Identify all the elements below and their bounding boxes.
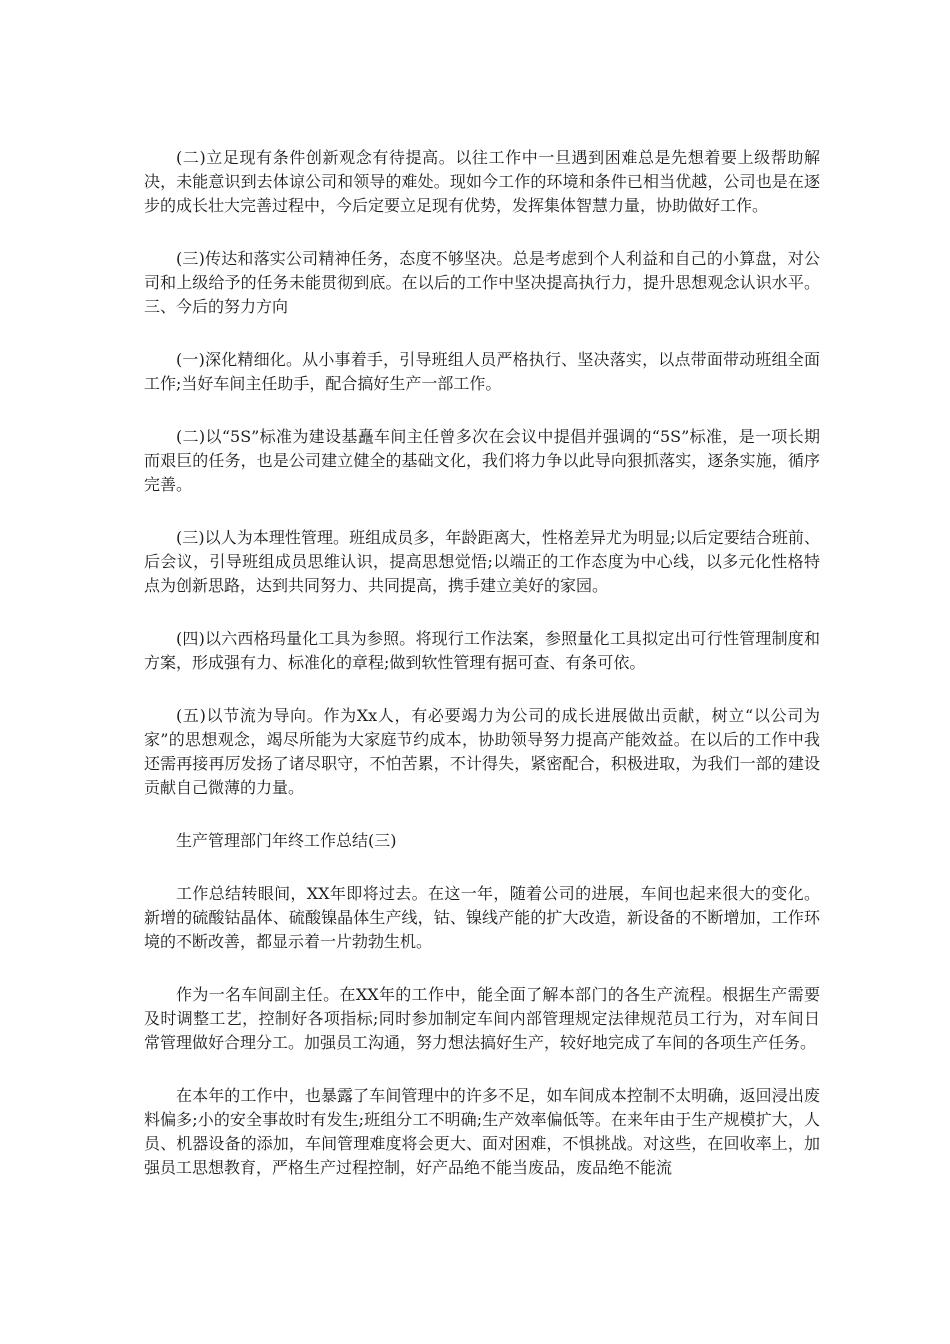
paragraph-2-improve-innovation: (二)立足现有条件创新观念有待提高。以往工作中一旦遇到困难总是先想着要上级帮助解决，未能意识到去体谅公司和领导的难处。现如今工作的环境和条件已相当优越，公司也是在逐步的成长壮大完善过程中，今后定要立足现有优势，发挥集体智慧力量，协助做好工作。 <box>144 148 820 215</box>
paragraph-year-summary: 工作总结转眼间，XX年即将过去。在这一年，随着公司的进展，车间也起来很大的变化。新增的硫酸钴晶体、硫酸镍晶体生产线，钴、镍线产能的扩大改造，新设备的不断增加，工作环境的不断改善，都显示着一片勃勃生机。 <box>144 884 820 951</box>
paragraph-4-six-sigma: (四)以六西格玛量化工具为参照。将现行工作法案，参照量化工具拟定出可行性管理制度和方案，形成强有力、标准化的章程;做到软性管理有据可查、有条可依。 <box>144 629 820 672</box>
paragraph-3-people-oriented: (三)以人为本理性管理。班组成员多，年龄距离大，性格差异尤为明显;以后定要结合班前、后会议，引导班组成员思维认识，提高思想觉悟;以端正的工作态度为中心线，以多元化性格特点为创新思路，达到共同努力、共同提高，携手建立美好的家园。 <box>144 528 820 595</box>
document-body <box>144 146 820 1209</box>
paragraph-5-cost-saving: (五)以节流为导向。作为Xx人，有必要竭力为公司的成长进展做出贡献，树立“以公司为家”的思想观念，竭尽所能为大家庭节约成本，协助领导努力提高产能效益。在以后的工作中我还需再接再厉发扬了诸尽职守，不怕苦累，不计得失，紧密配合，积极进取，为我们一部的建设贡献自己微薄的力量。 <box>144 706 820 797</box>
paragraph-2-5s-standard: (二)以“5S”标准为建设基矗车间主任曾多次在会议中提倡并强调的“5S”标准，是一项长期而艰巨的任务，也是公司建立健全的基础文化，我们将力争以此导向狠抓落实，逐条实施，循序完善。 <box>144 427 820 494</box>
paragraph-1-refinement: (一)深化精细化。从小事着手，引导班组人员严格执行、坚决落实，以点带面带动班组全面工作;当好车间主任助手，配合搞好生产一部工作。 <box>144 350 820 393</box>
paragraph-3-implement-tasks: (三)传达和落实公司精神任务，态度不够坚决。总是考虑到个人利益和自己的小算盘，对公司和上级给予的任务未能贯彻到底。在以后的工作中坚决提高执行力，提升思想观念认识水平。三、今后的努力方向 <box>144 249 820 316</box>
section-heading: 生产管理部门年终工作总结(三) <box>176 831 397 850</box>
paragraph-shortcomings: 在本年的工作中，也暴露了车间管理中的许多不足，如车间成本控制不太明确，返回浸出废料偏多;小的安全事故时有发生;班组分工不明确;生产效率偏低等。在来年由于生产规模扩大，人员、机器设备的添加，车间管理难度将会更大、面对困难，不惧挑战。对这些，在回收率上，加强员工思想教育，严格生产过程控制，好产品绝不能当废品，废品绝不能流 <box>144 1086 820 1177</box>
paragraph-deputy-director: 作为一名车间副主任。在XX年的工作中，能全面了解本部门的各生产流程。根据生产需要及时调整工艺，控制好各项指标;同时参加制定车间内部管理规定法律规范员工行为，对车间日常管理做好合理分工。加强员工沟通，努力想法搞好生产，较好地完成了车间的各项生产任务。 <box>144 985 820 1052</box>
